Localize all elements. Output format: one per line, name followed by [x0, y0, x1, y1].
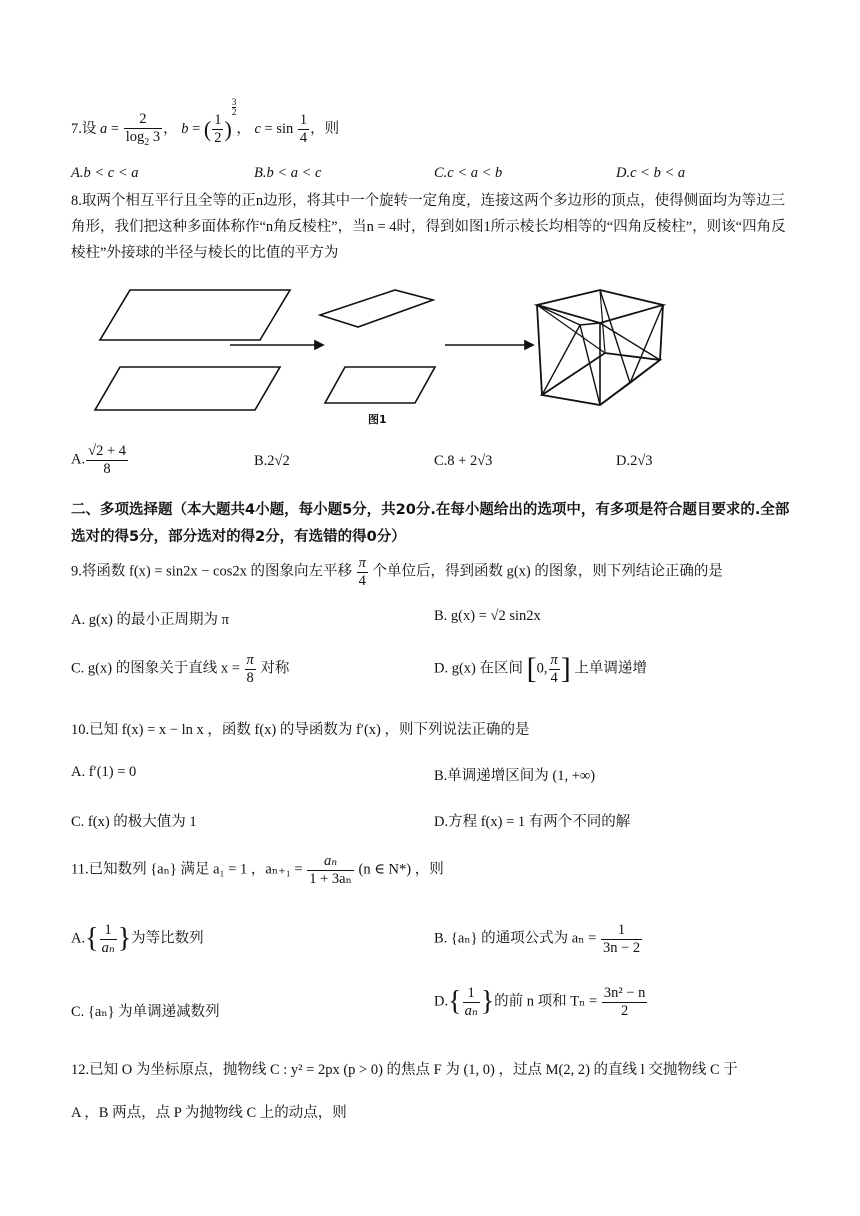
figure-caption: 图1: [368, 413, 387, 426]
q10-option-d[interactable]: D.方程 f(x) = 1 有两个不同的解: [434, 814, 631, 830]
q7-frac-b-den: 2: [214, 130, 222, 146]
q8-option-b[interactable]: B.2√2: [254, 453, 290, 469]
q8-option-a-frac: [86, 443, 128, 477]
q9-option-d-num: π: [550, 652, 558, 668]
q8-stem: 8.取两个相互平行且全等的正n边形，将其中一个旋转一定角度，连接这两个多边形的顶点，使得侧面均为等边三角形，我们把这种多面体称作“n角反棱柱”，当n = 4时，得到如图1所示棱长均相等的“四角反棱柱”，则该“四角反棱柱”外接球的半径与棱长的比值的平方为: [71, 193, 786, 261]
q7-number: 7.设: [71, 120, 97, 137]
q7-frac-c-num: 1: [299, 112, 308, 129]
q11-option-b-num: 1: [601, 922, 642, 940]
q11-option-d-den2: 2: [620, 1002, 629, 1019]
q7-tail: ，则: [310, 120, 340, 137]
q7-var-a: a: [100, 120, 108, 137]
q12-line-1: 12.已知 O 为坐标原点，抛物线 C : y² = 2px (p > 0) 的焦点 F 为 (1, 0) ，过点 M(2, 2) 的直线 l 交抛物线 C 于: [71, 1062, 738, 1078]
q11-option-d-den1: aₙ: [464, 1002, 478, 1019]
q11-stem-den: 1 + 3aₙ: [309, 870, 352, 887]
q10-option-b[interactable]: B.单调递增区间为 (1, +∞): [434, 768, 596, 784]
q7-frac-a: [124, 111, 162, 148]
q9-stem-den: 4: [358, 572, 366, 589]
q11-option-d-num1: 1: [463, 985, 480, 1003]
q8-figure: [90, 285, 690, 430]
q7-frac-c: [298, 112, 309, 146]
q7-option-d[interactable]: D.c < b < a: [616, 165, 686, 181]
q11-option-b-a: B. {aₙ} 的通项公式为 aₙ =: [434, 930, 597, 947]
q10-stem: 10.已知 f(x) = x − ln x ，函数 f(x) 的导函数为 f′(x) ，则下列说法正确的是: [71, 722, 530, 738]
q7-sin: sin: [276, 120, 294, 137]
q9-interval-left: 0,: [536, 660, 548, 677]
q9-option-d-a: D. g(x) 在区间: [434, 660, 524, 677]
q7-frac-c-den: 4: [299, 130, 308, 146]
q10-option-a[interactable]: A. f′(1) = 0: [71, 764, 137, 780]
q11-option-a-num: 1: [100, 922, 117, 940]
q11-stem-num: aₙ: [307, 853, 354, 871]
q9-option-c-a: C. g(x) 的图象关于直线 x =: [71, 660, 240, 677]
q12-line-2: A ，B 两点，点 P 为抛物线 C 上的动点，则: [71, 1105, 347, 1121]
q9-option-d[interactable]: [434, 652, 647, 686]
q9-stem-a: 9.将函数 f(x) = sin2x − cos2x 的图象向左平移: [71, 563, 352, 580]
figure-square-bottom-mid: [325, 367, 435, 403]
q11-option-b-frac: [601, 922, 642, 956]
q11-option-a-pre: A.: [71, 930, 86, 947]
q7-frac-a-num: 2: [124, 111, 162, 129]
q11-option-d-num2: 3n² − n: [603, 985, 646, 1001]
section-2-heading: 二、多项选择题（本大题共4小题，每小题5分，共20分.在每小题给出的选项中，有多项是符合题目要求的.全部选对的得5分，部分选对的得2分，有选错的得0分）: [71, 502, 790, 545]
q7-paren-l: (: [203, 116, 212, 142]
q11-stem-b: (n ∈ N*) ，则: [358, 861, 444, 878]
q11-stem-a: 11.已知数列 {aₙ} 满足 a₁ = 1 ，aₙ₊₁ =: [71, 861, 303, 878]
q8-option-c[interactable]: C.8 + 2√3: [434, 453, 493, 469]
q8-option-a-num: √2 + 4: [88, 443, 126, 459]
q7-exp-den: 2: [231, 107, 237, 117]
q7-exp-num: 3: [231, 97, 237, 107]
q9-bracket-r: ]: [560, 652, 571, 686]
q11-option-c[interactable]: C. {aₙ} 为单调递减数列: [71, 1004, 220, 1020]
q11-stem: [71, 853, 444, 887]
q9-stem-num: π: [358, 555, 366, 571]
q9-option-c-b: 对称: [260, 660, 290, 677]
q11-d-brace-r: }: [480, 986, 495, 1018]
q11-option-d-frac2: [602, 985, 648, 1019]
q11-option-d-frac1: [463, 985, 480, 1019]
q11-option-b-den: 3n − 2: [602, 939, 641, 956]
q7-option-b[interactable]: B.b < a < c: [254, 165, 322, 181]
figure-arrow-2-head: [525, 341, 533, 349]
q7-stem: 7.设 a = $\frac{2}{\log_2 3}$ ， b = ( $\frac{1}{2}$ ) $^{\frac{3}{2}}$ ， c = sin $\frac{1}{4}$ ，则: [71, 97, 340, 148]
q9-stem-frac: [357, 555, 368, 589]
q7-var-c: c: [254, 120, 261, 137]
q11-option-d-pre: D.: [434, 993, 449, 1010]
q9-bracket-l: [: [526, 652, 537, 686]
q11-option-d[interactable]: [434, 985, 648, 1019]
q9-option-d-b: 上单调递增: [574, 660, 647, 677]
q11-stem-frac: [307, 853, 354, 887]
figure-square-bottom-left: [95, 367, 280, 410]
q9-option-a[interactable]: A. g(x) 的最小正周期为 π: [71, 612, 229, 628]
q11-d-brace-l: {: [448, 986, 462, 1018]
q9-option-d-frac: [549, 652, 560, 686]
q7-exp: [232, 98, 237, 117]
q8-option-a-prefix: A.: [71, 451, 86, 468]
q7-log-base: 2: [144, 136, 150, 148]
q11-option-d-mid: 的前 n 项和 Tₙ =: [494, 993, 598, 1010]
q11-option-a[interactable]: [71, 922, 204, 956]
q7-frac-b: [212, 112, 223, 146]
q7-paren-r: ): [224, 116, 232, 142]
q7-log: log: [125, 128, 145, 145]
q11-brace-l: {: [85, 923, 99, 955]
q7-log-arg: 3: [152, 128, 161, 145]
q7-frac-a-den: [124, 129, 162, 148]
figure-antiprism-bottom: [542, 353, 660, 405]
q9-stem: [71, 555, 723, 589]
q7-frac-b-num: 1: [214, 112, 222, 129]
q9-option-c-den: 8: [246, 669, 254, 686]
q11-option-a-frac: [100, 922, 117, 956]
q8-option-a[interactable]: [71, 443, 129, 477]
q7-var-b: b: [181, 120, 189, 137]
q9-option-d-den: 4: [550, 669, 558, 686]
q7-option-c[interactable]: C.c < a < b: [434, 165, 503, 181]
q8-option-a-den: 8: [103, 460, 111, 477]
q11-option-a-den: aₙ: [101, 939, 115, 956]
figure-arrow-1-head: [315, 341, 323, 349]
q11-brace-r: }: [117, 923, 132, 955]
q8-option-d[interactable]: D.2√3: [616, 453, 653, 469]
q9-option-c-num: π: [246, 652, 254, 668]
q10-option-c[interactable]: C. f(x) 的极大值为 1: [71, 814, 197, 830]
q11-option-a-b: 为等比数列: [131, 930, 204, 947]
q7-option-a[interactable]: A.b < c < a: [71, 165, 139, 181]
q9-stem-b: 个单位后，得到函数 g(x) 的图象，则下列结论正确的是: [372, 563, 723, 580]
q11-option-b[interactable]: [434, 922, 643, 956]
figure-square-top-left: [100, 290, 290, 340]
q9-option-b[interactable]: B. g(x) = √2 sin2x: [434, 608, 541, 624]
figure-rhombus-top: [320, 290, 433, 327]
q9-option-c-frac: [245, 652, 256, 686]
q9-option-c[interactable]: [71, 652, 289, 686]
